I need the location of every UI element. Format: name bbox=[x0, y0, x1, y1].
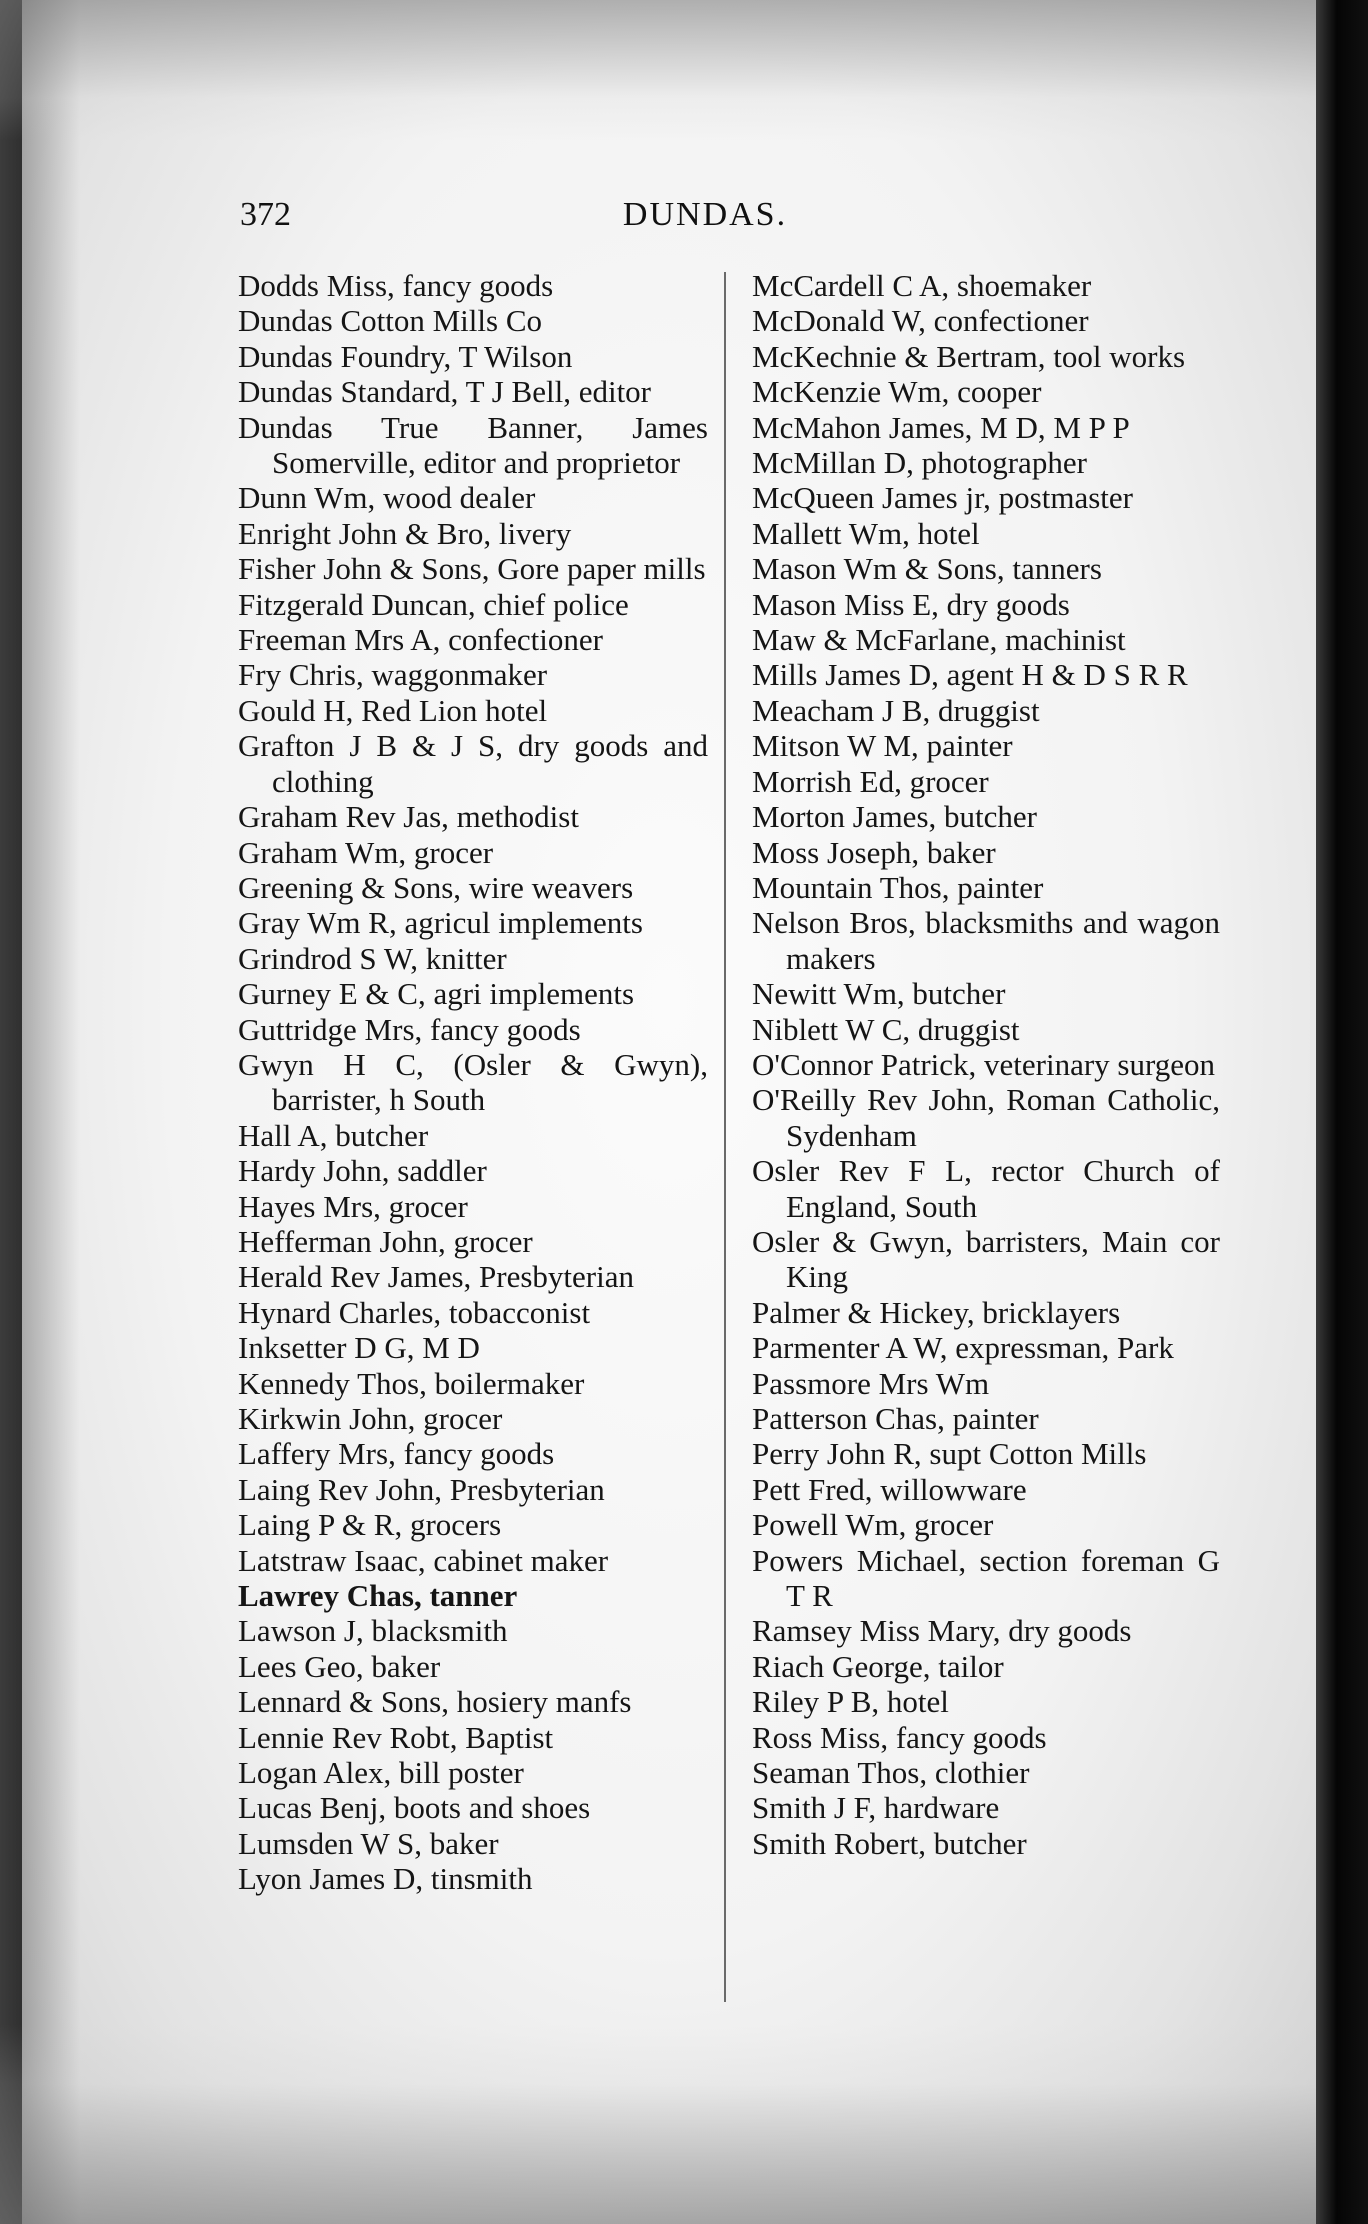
directory-entry: Parmenter A W, expressman, Park bbox=[752, 1330, 1174, 1366]
directory-entry: Grafton J B & J S, dry goods and clothing bbox=[238, 728, 708, 799]
directory-entry: Maw & McFarlane, machinist bbox=[752, 622, 1126, 658]
directory-entry: Inksetter D G, M D bbox=[238, 1330, 480, 1366]
left-shadow bbox=[0, 0, 80, 2224]
directory-entry: Lumsden W S, baker bbox=[238, 1825, 499, 1861]
directory-entry: Kennedy Thos, boilermaker bbox=[238, 1365, 585, 1401]
directory-entry: Riley P B, hotel bbox=[752, 1684, 949, 1720]
directory-entry: Laing P & R, grocers bbox=[238, 1507, 502, 1543]
directory-entry: Lawson J, blacksmith bbox=[238, 1613, 508, 1649]
directory-entry: Seaman Thos, clothier bbox=[752, 1755, 1030, 1791]
directory-entry: Moss Joseph, baker bbox=[752, 834, 996, 870]
running-head bbox=[0, 196, 1368, 234]
directory-entry: Mallett Wm, hotel bbox=[752, 515, 980, 551]
directory-entry: McQueen James jr, postmaster bbox=[752, 480, 1133, 516]
directory-entry: Morrish Ed, grocer bbox=[752, 763, 989, 799]
directory-entry: Lyon James D, tinsmith bbox=[238, 1861, 533, 1897]
directory-entry: Laffery Mrs, fancy goods bbox=[238, 1436, 555, 1472]
directory-entry: Graham Wm, grocer bbox=[238, 834, 494, 870]
directory-entry: Patterson Chas, painter bbox=[752, 1401, 1039, 1436]
directory-entry: Dundas Foundry, T Wilson bbox=[238, 338, 573, 374]
directory-entry: Gray Wm R, agricul implements bbox=[238, 905, 643, 941]
directory-entry: O'Reilly Rev John, Roman Catholic, Sydenham bbox=[752, 1082, 1220, 1153]
directory-entry: Kirkwin John, grocer bbox=[238, 1401, 503, 1436]
page-number: 372 bbox=[240, 196, 291, 233]
directory-entry: Powell Wm, grocer bbox=[752, 1507, 994, 1543]
directory-entry: McMillan D, photographer bbox=[752, 445, 1087, 481]
directory-entry: Ross Miss, fancy goods bbox=[752, 1719, 1047, 1755]
directory-entry: Smith J F, hardware bbox=[752, 1790, 1000, 1826]
directory-entry: Graham Rev Jas, methodist bbox=[238, 799, 579, 835]
directory-entry: Hayes Mrs, grocer bbox=[238, 1188, 468, 1224]
column-divider bbox=[724, 272, 726, 2002]
directory-entry: Hynard Charles, tobacconist bbox=[238, 1294, 591, 1330]
directory-entry: Morton James, butcher bbox=[752, 799, 1037, 835]
directory-entry: Dundas Cotton Mills Co bbox=[238, 303, 543, 339]
directory-entry: Passmore Mrs Wm bbox=[752, 1365, 990, 1401]
directory-entry: Osler Rev F L, rector Church of England, South bbox=[752, 1153, 1220, 1224]
directory-entry: Mason Wm & Sons, tanners bbox=[752, 551, 1102, 587]
directory-entry: Lennie Rev Robt, Baptist bbox=[238, 1719, 554, 1755]
directory-entry: Pett Fred, willowware bbox=[752, 1471, 1027, 1507]
directory-entry: McMahon James, M D, M P P bbox=[752, 409, 1130, 445]
directory-entry: Dodds Miss, fancy goods bbox=[238, 268, 554, 303]
directory-entry: Fisher John & Sons, Gore paper mills bbox=[238, 551, 706, 587]
directory-entry: McKenzie Wm, cooper bbox=[752, 374, 1042, 410]
directory-entry: Guttridge Mrs, fancy goods bbox=[238, 1011, 581, 1047]
directory-entry: Dunn Wm, wood dealer bbox=[238, 480, 536, 516]
directory-entry: Smith Robert, butcher bbox=[752, 1825, 1027, 1861]
directory-entry: Osler & Gwyn, barristers, Main cor King bbox=[752, 1223, 1220, 1295]
directory-entry: Freeman Mrs A, confectioner bbox=[238, 622, 603, 658]
directory-entry: Hardy John, saddler bbox=[238, 1153, 487, 1189]
directory-entry: Mills James D, agent H & D S R R bbox=[752, 657, 1188, 693]
directory-entry: Gould H, Red Lion hotel bbox=[238, 692, 548, 728]
directory-entry: Fitzgerald Duncan, chief police bbox=[238, 586, 629, 622]
directory-entry: Newitt Wm, butcher bbox=[752, 976, 1006, 1012]
directory-column-right bbox=[752, 268, 1220, 1861]
directory-entry: Perry John R, supt Cotton Mills bbox=[752, 1436, 1147, 1472]
directory-entry: McCardell C A, shoemaker bbox=[752, 268, 1092, 303]
directory-entry: Palmer & Hickey, bricklayers bbox=[752, 1294, 1121, 1330]
directory-entry: McKechnie & Bertram, tool works bbox=[752, 338, 1186, 374]
right-binding-edge bbox=[1316, 0, 1368, 2224]
directory-entry: Herald Rev James, Presbyterian bbox=[238, 1259, 634, 1295]
directory-entry: Gwyn H C, (Osler & Gwyn), barrister, h South bbox=[238, 1046, 708, 1118]
directory-column-left bbox=[238, 268, 708, 1897]
directory-entry: Lees Geo, baker bbox=[238, 1648, 441, 1684]
directory-entry: Gurney E & C, agri implements bbox=[238, 976, 635, 1012]
directory-entry: Dundas Standard, T J Bell, editor bbox=[238, 374, 652, 410]
directory-entry: Niblett W C, druggist bbox=[752, 1011, 1020, 1047]
directory-entry: Powers Michael, section foreman G T R bbox=[752, 1542, 1220, 1614]
directory-entry: Fry Chris, waggonmaker bbox=[238, 657, 548, 693]
directory-entry: O'Connor Patrick, veterinary surgeon bbox=[752, 1046, 1216, 1082]
directory-entry: Latstraw Isaac, cabinet maker bbox=[238, 1542, 609, 1578]
directory-entry: Laing Rev John, Presbyterian bbox=[238, 1471, 605, 1507]
directory-entry: Hefferman John, grocer bbox=[238, 1223, 533, 1259]
page-title: DUNDAS. bbox=[622, 196, 788, 233]
directory-entry: Lawrey Chas, tanner bbox=[238, 1578, 518, 1614]
directory-entry: Hall A, butcher bbox=[238, 1117, 429, 1153]
top-shadow bbox=[0, 0, 1368, 140]
directory-entry: McDonald W, confectioner bbox=[752, 303, 1089, 339]
directory-entry: Dundas True Banner, James Somerville, editor and proprietor bbox=[238, 409, 708, 481]
directory-entry: Meacham J B, druggist bbox=[752, 692, 1040, 728]
directory-entry: Grindrod S W, knitter bbox=[238, 940, 507, 976]
directory-entry: Ramsey Miss Mary, dry goods bbox=[752, 1613, 1132, 1649]
directory-entry: Riach George, tailor bbox=[752, 1648, 1004, 1684]
directory-entry: Enright John & Bro, livery bbox=[238, 515, 572, 551]
directory-entry: Nelson Bros, blacksmiths and wagon makers bbox=[752, 905, 1220, 976]
directory-entry: Lennard & Sons, hosiery manfs bbox=[238, 1684, 632, 1720]
directory-entry: Mitson W M, painter bbox=[752, 728, 1013, 764]
directory-entry: Logan Alex, bill poster bbox=[238, 1755, 524, 1791]
directory-entry: Greening & Sons, wire weavers bbox=[238, 869, 634, 905]
bottom-shadow bbox=[0, 2024, 1368, 2224]
directory-entry: Mountain Thos, painter bbox=[752, 869, 1044, 905]
directory-entry: Lucas Benj, boots and shoes bbox=[238, 1790, 591, 1826]
directory-entry: Mason Miss E, dry goods bbox=[752, 586, 1070, 622]
